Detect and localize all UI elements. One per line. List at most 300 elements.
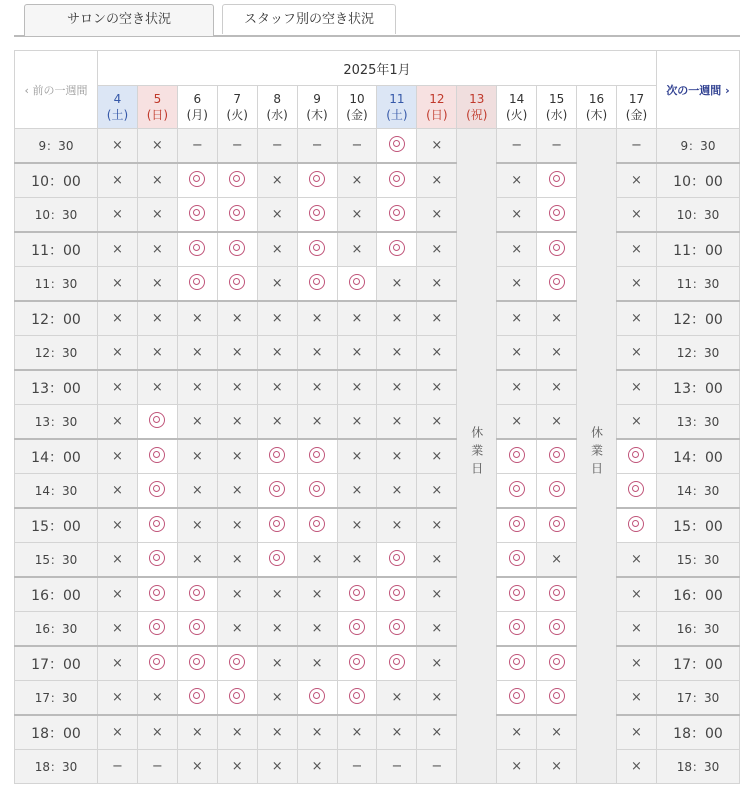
double-circle-icon bbox=[229, 240, 245, 256]
slot-available[interactable] bbox=[337, 681, 377, 716]
time-slot-row bbox=[15, 232, 740, 267]
slot-available[interactable] bbox=[177, 163, 217, 198]
slot-mark: × bbox=[511, 173, 523, 188]
double-circle-icon bbox=[189, 274, 205, 290]
slot-available[interactable] bbox=[537, 439, 577, 474]
double-circle-icon bbox=[549, 240, 565, 256]
slot-mark: × bbox=[431, 587, 443, 602]
slot-available[interactable] bbox=[537, 508, 577, 543]
slot-mark: × bbox=[151, 311, 163, 326]
slot-full bbox=[137, 267, 177, 302]
slot-available[interactable] bbox=[537, 198, 577, 233]
slot-mark: × bbox=[511, 311, 523, 326]
day-date: 13 bbox=[469, 92, 485, 106]
slot-available[interactable] bbox=[217, 267, 257, 302]
time-label: 14：30 bbox=[657, 474, 740, 509]
day-of-week: (月) bbox=[186, 108, 208, 122]
slot-available[interactable] bbox=[377, 543, 417, 578]
double-circle-icon bbox=[189, 240, 205, 256]
slot-unavailable bbox=[337, 129, 377, 164]
slot-mark: × bbox=[231, 759, 243, 774]
slot-full bbox=[257, 681, 297, 716]
double-circle-icon bbox=[389, 171, 405, 187]
time-label: 9：30 bbox=[657, 129, 740, 164]
double-circle-icon bbox=[349, 688, 365, 704]
slot-full bbox=[417, 336, 457, 371]
slot-mark: × bbox=[631, 345, 642, 360]
day-header bbox=[417, 86, 457, 129]
slot-full bbox=[137, 681, 177, 716]
slot-available[interactable] bbox=[377, 232, 417, 267]
double-circle-icon bbox=[149, 447, 165, 463]
slot-available[interactable] bbox=[177, 612, 217, 647]
slot-available[interactable] bbox=[497, 612, 537, 647]
day-of-week: (火) bbox=[226, 108, 248, 122]
slot-mark: × bbox=[112, 621, 123, 636]
slot-mark: × bbox=[631, 380, 642, 395]
time-label: 10：00 bbox=[15, 163, 98, 198]
slot-mark: × bbox=[191, 552, 203, 567]
time-label: 9：30 bbox=[15, 129, 98, 164]
slot-available[interactable] bbox=[137, 577, 177, 612]
slot-mark: × bbox=[151, 242, 163, 257]
time-slot-row bbox=[15, 577, 740, 612]
double-circle-icon bbox=[549, 688, 565, 704]
slot-available[interactable] bbox=[177, 198, 217, 233]
slot-available[interactable] bbox=[137, 439, 177, 474]
slot-full bbox=[616, 267, 656, 302]
slot-full bbox=[297, 715, 337, 750]
slot-mark: × bbox=[231, 449, 243, 464]
slot-full bbox=[257, 577, 297, 612]
slot-available[interactable] bbox=[217, 163, 257, 198]
slot-available[interactable] bbox=[337, 267, 377, 302]
slot-mark: × bbox=[351, 242, 363, 257]
slot-mark: × bbox=[112, 311, 123, 326]
day-date: 14 bbox=[509, 92, 525, 106]
slot-available[interactable] bbox=[297, 439, 337, 474]
slot-full bbox=[337, 370, 377, 405]
time-label: 15：30 bbox=[657, 543, 740, 578]
double-circle-icon bbox=[229, 688, 245, 704]
slot-available[interactable] bbox=[337, 577, 377, 612]
slot-available[interactable] bbox=[137, 474, 177, 509]
slot-full bbox=[297, 612, 337, 647]
double-circle-icon bbox=[309, 481, 325, 497]
tab-staff-availability[interactable]: スタッフ別の空き状況 bbox=[222, 4, 396, 34]
slot-full bbox=[497, 267, 537, 302]
slot-available[interactable] bbox=[177, 232, 217, 267]
slot-full bbox=[337, 336, 377, 371]
slot-mark: × bbox=[391, 311, 403, 326]
slot-full bbox=[257, 715, 297, 750]
slot-unavailable bbox=[497, 129, 537, 164]
slot-full bbox=[297, 750, 337, 784]
slot-full bbox=[537, 301, 577, 336]
slot-mark: × bbox=[311, 345, 323, 360]
slot-mark: × bbox=[311, 552, 323, 567]
slot-mark: × bbox=[311, 656, 323, 671]
slot-full bbox=[217, 508, 257, 543]
slot-mark: × bbox=[431, 207, 443, 222]
slot-mark: × bbox=[231, 621, 243, 636]
slot-full bbox=[337, 232, 377, 267]
slot-full bbox=[497, 750, 537, 784]
slot-mark: − bbox=[351, 759, 363, 774]
slot-full bbox=[217, 336, 257, 371]
slot-mark: × bbox=[271, 656, 283, 671]
slot-available[interactable] bbox=[616, 508, 656, 543]
slot-available[interactable] bbox=[377, 129, 417, 164]
slot-full bbox=[417, 474, 457, 509]
slot-available[interactable] bbox=[337, 612, 377, 647]
slot-mark: × bbox=[431, 690, 443, 705]
double-circle-icon bbox=[549, 585, 565, 601]
slot-available[interactable] bbox=[337, 646, 377, 681]
slot-mark: × bbox=[112, 483, 123, 498]
slot-mark: × bbox=[511, 725, 523, 740]
slot-full bbox=[616, 301, 656, 336]
slot-full bbox=[98, 474, 138, 509]
day-date: 6 bbox=[193, 92, 202, 106]
slot-mark: − bbox=[631, 138, 642, 153]
time-label: 16：00 bbox=[657, 577, 740, 612]
slot-full bbox=[417, 267, 457, 302]
time-label: 18：00 bbox=[15, 715, 98, 750]
slot-full bbox=[137, 715, 177, 750]
slot-mark: × bbox=[191, 759, 203, 774]
slot-available[interactable] bbox=[137, 508, 177, 543]
slot-available[interactable] bbox=[537, 646, 577, 681]
slot-available[interactable] bbox=[297, 681, 337, 716]
double-circle-icon bbox=[509, 516, 525, 532]
slot-available[interactable] bbox=[297, 267, 337, 302]
double-circle-icon bbox=[389, 205, 405, 221]
slot-full bbox=[537, 405, 577, 440]
slot-mark: × bbox=[112, 449, 123, 464]
slot-mark: × bbox=[191, 518, 203, 533]
slot-full bbox=[98, 232, 138, 267]
time-slot-row bbox=[15, 129, 740, 164]
slot-available[interactable] bbox=[497, 681, 537, 716]
slot-available[interactable] bbox=[257, 439, 297, 474]
slot-full bbox=[257, 198, 297, 233]
slot-full bbox=[417, 370, 457, 405]
slot-full bbox=[98, 370, 138, 405]
slot-mark: × bbox=[551, 345, 563, 360]
slot-full bbox=[177, 715, 217, 750]
slot-available[interactable] bbox=[497, 646, 537, 681]
slot-available[interactable] bbox=[377, 163, 417, 198]
slot-available[interactable] bbox=[537, 612, 577, 647]
slot-full bbox=[616, 232, 656, 267]
slot-full bbox=[616, 715, 656, 750]
day-of-week: (木) bbox=[306, 108, 328, 122]
double-circle-icon bbox=[309, 240, 325, 256]
day-date: 12 bbox=[429, 92, 445, 106]
slot-full bbox=[417, 543, 457, 578]
slot-available[interactable] bbox=[537, 577, 577, 612]
slot-mark: × bbox=[551, 759, 563, 774]
double-circle-icon bbox=[549, 619, 565, 635]
slot-mark: × bbox=[151, 725, 163, 740]
slot-available[interactable] bbox=[377, 577, 417, 612]
slot-mark: × bbox=[191, 380, 203, 395]
double-circle-icon bbox=[549, 205, 565, 221]
slot-full bbox=[337, 439, 377, 474]
slot-mark: × bbox=[151, 690, 163, 705]
closed-day-label: 休業日 bbox=[469, 426, 484, 480]
slot-full bbox=[137, 163, 177, 198]
slot-mark: × bbox=[112, 345, 123, 360]
slot-mark: × bbox=[551, 725, 563, 740]
double-circle-icon bbox=[229, 274, 245, 290]
time-label: 11：00 bbox=[657, 232, 740, 267]
slot-available[interactable] bbox=[537, 474, 577, 509]
slot-full bbox=[417, 301, 457, 336]
slot-full bbox=[137, 370, 177, 405]
slot-mark: × bbox=[391, 276, 403, 291]
slot-mark: × bbox=[112, 207, 123, 222]
slot-mark: × bbox=[431, 621, 443, 636]
slot-mark: × bbox=[271, 345, 283, 360]
slot-full bbox=[497, 163, 537, 198]
slot-mark: × bbox=[551, 552, 563, 567]
double-circle-icon bbox=[149, 619, 165, 635]
day-date: 5 bbox=[153, 92, 162, 106]
slot-available[interactable] bbox=[297, 163, 337, 198]
slot-mark: × bbox=[271, 242, 283, 257]
slot-mark: × bbox=[271, 587, 283, 602]
slot-mark: × bbox=[151, 173, 163, 188]
slot-mark: × bbox=[271, 414, 283, 429]
double-circle-icon bbox=[149, 412, 165, 428]
slot-full bbox=[297, 577, 337, 612]
slot-mark: × bbox=[431, 138, 443, 153]
slot-available[interactable] bbox=[537, 267, 577, 302]
slot-full bbox=[257, 405, 297, 440]
slot-full bbox=[616, 646, 656, 681]
slot-mark: × bbox=[631, 276, 642, 291]
slot-full bbox=[177, 543, 217, 578]
slot-available[interactable] bbox=[177, 646, 217, 681]
time-label: 11：30 bbox=[657, 267, 740, 302]
slot-mark: × bbox=[112, 725, 123, 740]
slot-mark: × bbox=[351, 380, 363, 395]
slot-full bbox=[98, 198, 138, 233]
slot-available[interactable] bbox=[537, 681, 577, 716]
slot-available[interactable] bbox=[497, 543, 537, 578]
slot-mark: × bbox=[151, 138, 163, 153]
time-label: 17：30 bbox=[657, 681, 740, 716]
double-circle-icon bbox=[509, 550, 525, 566]
slot-full bbox=[417, 715, 457, 750]
time-label: 12：30 bbox=[15, 336, 98, 371]
slot-mark: × bbox=[511, 759, 523, 774]
slot-available[interactable] bbox=[177, 681, 217, 716]
slot-full bbox=[257, 750, 297, 784]
slot-full bbox=[257, 336, 297, 371]
double-circle-icon bbox=[229, 171, 245, 187]
day-header bbox=[537, 86, 577, 129]
slot-mark: − bbox=[311, 138, 323, 153]
slot-full bbox=[257, 163, 297, 198]
day-date: 4 bbox=[113, 92, 122, 106]
slot-available[interactable] bbox=[137, 405, 177, 440]
slot-available[interactable] bbox=[497, 577, 537, 612]
slot-unavailable bbox=[217, 129, 257, 164]
slot-full bbox=[217, 439, 257, 474]
double-circle-icon bbox=[509, 654, 525, 670]
slot-mark: − bbox=[431, 759, 443, 774]
slot-mark: × bbox=[271, 759, 283, 774]
slot-available[interactable] bbox=[497, 508, 537, 543]
slot-available[interactable] bbox=[297, 232, 337, 267]
slot-available[interactable] bbox=[616, 474, 656, 509]
slot-full bbox=[497, 370, 537, 405]
day-date: 16 bbox=[588, 92, 605, 106]
slot-available[interactable] bbox=[377, 198, 417, 233]
slot-mark: × bbox=[112, 242, 123, 257]
slot-available[interactable] bbox=[217, 646, 257, 681]
slot-available[interactable] bbox=[257, 543, 297, 578]
double-circle-icon bbox=[269, 447, 285, 463]
time-label: 13：30 bbox=[15, 405, 98, 440]
double-circle-icon bbox=[309, 274, 325, 290]
day-header bbox=[297, 86, 337, 129]
slot-available[interactable] bbox=[616, 439, 656, 474]
double-circle-icon bbox=[189, 585, 205, 601]
slot-mark: × bbox=[631, 690, 642, 705]
slot-mark: × bbox=[191, 483, 203, 498]
time-slot-row bbox=[15, 198, 740, 233]
slot-mark: × bbox=[351, 518, 363, 533]
slot-mark: × bbox=[311, 725, 323, 740]
slot-full bbox=[616, 612, 656, 647]
time-slot-row bbox=[15, 267, 740, 302]
slot-mark: × bbox=[112, 173, 123, 188]
slot-full bbox=[98, 681, 138, 716]
time-label: 14：00 bbox=[657, 439, 740, 474]
double-circle-icon bbox=[549, 516, 565, 532]
slot-full bbox=[497, 198, 537, 233]
slot-full bbox=[297, 405, 337, 440]
day-of-week: (日) bbox=[426, 108, 448, 122]
tab-salon-availability[interactable]: サロンの空き状況 bbox=[24, 4, 214, 36]
day-header bbox=[577, 86, 617, 129]
slot-mark: × bbox=[431, 380, 443, 395]
slot-mark: × bbox=[311, 587, 323, 602]
slot-available[interactable] bbox=[217, 232, 257, 267]
slot-available[interactable] bbox=[377, 612, 417, 647]
slot-available[interactable] bbox=[497, 474, 537, 509]
slot-mark: × bbox=[351, 173, 363, 188]
slot-mark: × bbox=[112, 414, 123, 429]
slot-full bbox=[537, 370, 577, 405]
slot-available[interactable] bbox=[297, 198, 337, 233]
slot-available[interactable] bbox=[537, 232, 577, 267]
day-header bbox=[616, 86, 656, 129]
slot-mark: × bbox=[631, 725, 642, 740]
slot-available[interactable] bbox=[257, 474, 297, 509]
slot-full bbox=[217, 474, 257, 509]
slot-available[interactable] bbox=[137, 646, 177, 681]
slot-mark: × bbox=[511, 207, 523, 222]
time-label: 12：30 bbox=[657, 336, 740, 371]
slot-full bbox=[377, 474, 417, 509]
time-label: 17：00 bbox=[657, 646, 740, 681]
day-date: 17 bbox=[628, 92, 645, 106]
slot-available[interactable] bbox=[537, 163, 577, 198]
slot-mark: × bbox=[631, 759, 642, 774]
slot-mark: × bbox=[151, 276, 163, 291]
slot-mark: × bbox=[431, 518, 443, 533]
slot-mark: × bbox=[431, 414, 443, 429]
slot-available[interactable] bbox=[257, 508, 297, 543]
day-header bbox=[217, 86, 257, 129]
time-slot-row bbox=[15, 646, 740, 681]
slot-available[interactable] bbox=[177, 577, 217, 612]
slot-full bbox=[417, 439, 457, 474]
next-week-link[interactable] bbox=[657, 51, 740, 129]
double-circle-icon bbox=[509, 688, 525, 704]
slot-full bbox=[417, 232, 457, 267]
time-label: 15：30 bbox=[15, 543, 98, 578]
double-circle-icon bbox=[509, 619, 525, 635]
slot-available[interactable] bbox=[297, 508, 337, 543]
slot-mark: × bbox=[631, 587, 642, 602]
slot-available[interactable] bbox=[297, 474, 337, 509]
day-header bbox=[497, 86, 537, 129]
slot-available[interactable] bbox=[137, 543, 177, 578]
slot-mark: × bbox=[511, 414, 523, 429]
time-label: 14：30 bbox=[15, 474, 98, 509]
time-slot-row bbox=[15, 336, 740, 371]
slot-mark: × bbox=[431, 345, 443, 360]
slot-full bbox=[98, 267, 138, 302]
slot-available[interactable] bbox=[497, 439, 537, 474]
slot-available[interactable] bbox=[137, 612, 177, 647]
slot-mark: × bbox=[191, 449, 203, 464]
slot-full bbox=[377, 370, 417, 405]
time-label: 13：30 bbox=[657, 405, 740, 440]
slot-full bbox=[257, 370, 297, 405]
slot-full bbox=[137, 232, 177, 267]
double-circle-icon bbox=[389, 550, 405, 566]
slot-full bbox=[377, 336, 417, 371]
tab-bar bbox=[14, 4, 740, 37]
slot-unavailable bbox=[537, 129, 577, 164]
slot-mark: × bbox=[231, 587, 243, 602]
slot-full bbox=[537, 750, 577, 784]
slot-available[interactable] bbox=[177, 267, 217, 302]
slot-available[interactable] bbox=[217, 198, 257, 233]
slot-mark: × bbox=[271, 380, 283, 395]
slot-mark: × bbox=[551, 414, 563, 429]
double-circle-icon bbox=[149, 585, 165, 601]
slot-available[interactable] bbox=[217, 681, 257, 716]
slot-mark: × bbox=[551, 311, 563, 326]
slot-full bbox=[217, 370, 257, 405]
closed-day-label: 休業日 bbox=[589, 426, 604, 480]
slot-mark: × bbox=[231, 518, 243, 533]
prev-week-link[interactable] bbox=[15, 51, 98, 129]
slot-full bbox=[177, 439, 217, 474]
slot-mark: × bbox=[391, 690, 403, 705]
slot-full bbox=[616, 370, 656, 405]
slot-available[interactable] bbox=[377, 646, 417, 681]
slot-full bbox=[537, 336, 577, 371]
